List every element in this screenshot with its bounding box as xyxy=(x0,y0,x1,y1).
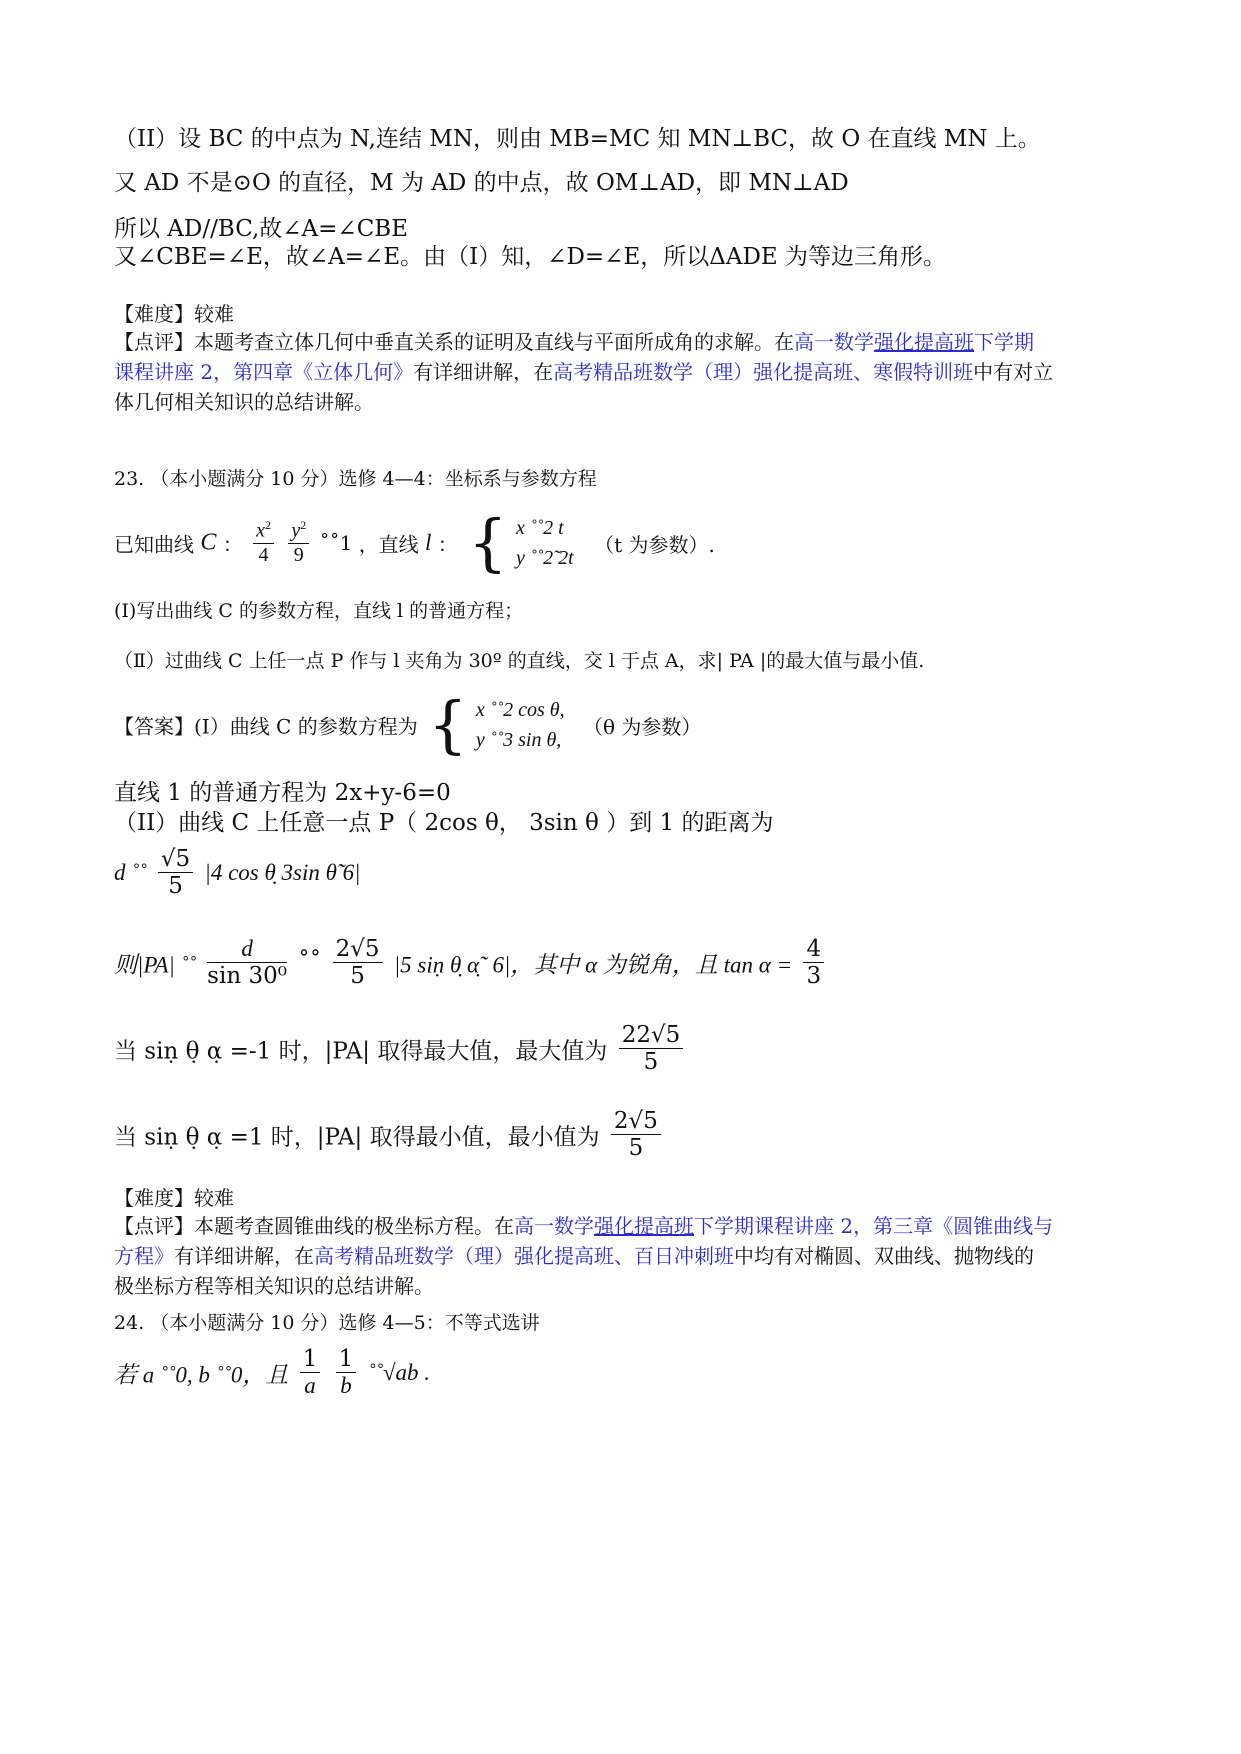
comment-text: 中均有对椭圆、双曲线、抛物线的 xyxy=(734,1244,1034,1268)
comment-text: 【点评】本题考查立体几何中垂直关系的证明及直线与平面所成角的求解。在 xyxy=(114,330,794,354)
fraction-d-over-sin30 xyxy=(207,936,287,990)
question-23-given xyxy=(114,506,1131,582)
course-link[interactable]: 课程讲座 2，第四章《立体几何》 xyxy=(114,360,414,384)
comment-line-1 xyxy=(114,1210,1131,1239)
numerator: 4 xyxy=(803,936,824,963)
exponent: 2 xyxy=(300,518,307,533)
line-name: l xyxy=(425,530,432,555)
denominator: sin 30⁰ xyxy=(207,963,287,990)
proof-line-3: 所以 AD//BC,故∠A=∠CBE xyxy=(114,216,408,242)
equals-one: ˚˚1 xyxy=(319,531,353,555)
curve-name: C xyxy=(200,529,217,556)
parameter-note: （t 为参数）. xyxy=(594,532,715,557)
pa-formula xyxy=(114,936,1131,1012)
denominator: 9 xyxy=(293,543,304,566)
fraction-max xyxy=(619,1022,684,1076)
denominator: 3 xyxy=(806,963,822,990)
comment-text: 有详细讲解，在 xyxy=(174,1244,314,1268)
denominator: 4 xyxy=(258,543,269,566)
pa-lhs: 则|PA| ˚˚ xyxy=(114,952,196,978)
distance-rhs: |4 cos θ̣ 3sin θ̃ 6| xyxy=(204,859,361,885)
equals: ˚˚ xyxy=(298,949,322,976)
fraction-y2-over-9 xyxy=(288,519,309,567)
numerator: 2√5 xyxy=(611,1108,661,1135)
question-24-given xyxy=(114,1346,1131,1410)
min-value-line xyxy=(114,1108,1131,1178)
question-23-part-2: （Ⅱ）过曲线 C 上任一点 P 作与 l 夹角为 30º 的直线，交 l 于点 A，求| PA |的最大值与最小值. xyxy=(114,650,925,672)
line-label: ，直线 xyxy=(358,532,419,557)
given-prefix: 已知曲线 xyxy=(114,532,194,557)
difficulty-label: 【难度】较难 xyxy=(114,1186,234,1210)
line-system xyxy=(516,513,574,573)
x-var: x xyxy=(256,519,265,542)
parametric-system xyxy=(476,695,565,755)
pa-rhs: |5 siṇ θ̣ α̣˜ 6|，其中 α 为锐角，且 tan α = xyxy=(393,952,793,978)
course-link[interactable]: 强化提高班 xyxy=(594,1214,694,1238)
max-text: 当 siṇ θ̣ α̣ =-1 时，|PA| 取得最大值，最大值为 xyxy=(114,1038,608,1065)
max-value-line xyxy=(114,1022,1131,1092)
answer-23-line-2: 直线 1 的普通方程为 2x+y-6=0 xyxy=(114,780,451,806)
comment-line-2 xyxy=(114,356,1131,385)
course-link[interactable]: 高一数学 xyxy=(514,1214,594,1238)
fraction-1-over-b xyxy=(336,1346,357,1400)
denominator: 5 xyxy=(350,963,365,990)
colon: ： xyxy=(222,532,243,557)
numerator: √5 xyxy=(158,846,193,873)
course-link[interactable]: 下学期课程讲座 2，第三章《圆锥曲线与 xyxy=(694,1214,1054,1238)
comment-text: 中有对立 xyxy=(973,360,1054,384)
fraction-min xyxy=(611,1108,661,1162)
denominator: a xyxy=(304,1373,316,1399)
question-23-part-1: (Ⅰ)写出曲线 C 的参数方程，直线 l 的普通方程； xyxy=(114,600,524,622)
fraction-sqrt5-over-5 xyxy=(158,846,193,900)
distance-formula xyxy=(114,846,1131,916)
y-var: y xyxy=(291,519,301,542)
numerator: 1 xyxy=(300,1346,321,1373)
answer-23-line-3: （II）曲线 C 上任意一点 P（ 2cos θ， 3sin θ ）到 1 的距离为 xyxy=(114,810,774,836)
numerator: 22√5 xyxy=(619,1022,684,1049)
denominator: 5 xyxy=(643,1049,659,1076)
course-link[interactable]: 高考精品班数学（理）强化提高班、寒假特训班 xyxy=(553,360,974,384)
system-row-2: y ˚˚2̃ 2t xyxy=(515,547,574,569)
denominator: b xyxy=(340,1373,352,1399)
min-text: 当 siṇ θ̣ α̣ =1 时，|PA| 取得最小值，最小值为 xyxy=(114,1124,600,1151)
fraction-2sqrt5-over-5 xyxy=(333,936,383,990)
course-link[interactable]: 高考精品班数学（理）强化提高班、百日冲刺班 xyxy=(314,1244,734,1268)
numerator: 1 xyxy=(336,1346,357,1373)
comment-line-1 xyxy=(114,326,1131,355)
course-link[interactable]: 强化提高班 xyxy=(874,330,974,354)
course-link[interactable]: 高一数学 xyxy=(794,330,874,354)
fraction-1-over-a xyxy=(300,1346,321,1400)
given-suffix: ˚˚√ab . xyxy=(367,1359,431,1385)
parameter-note: （θ 为参数） xyxy=(582,714,702,739)
system-row-1: x ˚˚2 cos θ, xyxy=(475,699,565,721)
comment-text: 有详细讲解，在 xyxy=(413,360,554,384)
difficulty-label: 【难度】较难 xyxy=(114,302,234,326)
answer-prefix: 【答案】(I）曲线 C 的参数方程为 xyxy=(114,714,418,739)
comment-line-2 xyxy=(114,1240,1131,1269)
colon: ： xyxy=(437,532,458,557)
fraction-x2-over-4 xyxy=(253,519,274,567)
course-link[interactable]: 下学期 xyxy=(974,330,1034,354)
question-23-header: 23. （本小题满分 10 分）选修 4—4：坐标系与参数方程 xyxy=(114,468,597,490)
fraction-4-over-3 xyxy=(803,936,824,990)
answer-23-line-1 xyxy=(114,688,1131,761)
system-brace: { xyxy=(468,506,508,579)
comment-text: 【点评】本题考查圆锥曲线的极坐标方程。在 xyxy=(114,1214,514,1238)
numerator: 2√5 xyxy=(333,936,383,963)
comment-line-3: 极坐标方程等相关知识的总结讲解。 xyxy=(114,1274,434,1298)
system-row-2: y ˚˚3 sin θ, xyxy=(475,729,562,751)
proof-line-4: 又∠CBE=∠E，故∠A=∠E。由（I）知，∠D=∠E，所以ΔADE 为等边三角形。 xyxy=(114,244,946,270)
system-row-1: x ˚˚2 t xyxy=(515,517,564,539)
proof-line-2: 又 AD 不是⊙O 的直径，M 为 AD 的中点，故 OM⊥AD，即 MN⊥AD xyxy=(114,170,849,196)
comment-line-3: 体几何相关知识的总结讲解。 xyxy=(114,390,374,414)
system-brace: { xyxy=(428,688,468,761)
question-24-header: 24. （本小题满分 10 分）选修 4—5：不等式选讲 xyxy=(114,1312,540,1334)
exponent: 2 xyxy=(264,518,271,533)
denominator: 5 xyxy=(628,1135,644,1162)
given-prefix: 若 a ˚˚0, b ˚˚0，且 xyxy=(114,1362,289,1388)
numerator: d xyxy=(207,936,287,963)
course-link[interactable]: 方程》 xyxy=(114,1244,174,1268)
proof-line-1: （II）设 BC 的中点为 N,连结 MN，则由 MB=MC 知 MN⊥BC，故 O 在直线 MN 上。 xyxy=(114,126,1041,152)
distance-lhs: d ˚˚ xyxy=(114,859,147,885)
denominator: 5 xyxy=(168,873,183,900)
